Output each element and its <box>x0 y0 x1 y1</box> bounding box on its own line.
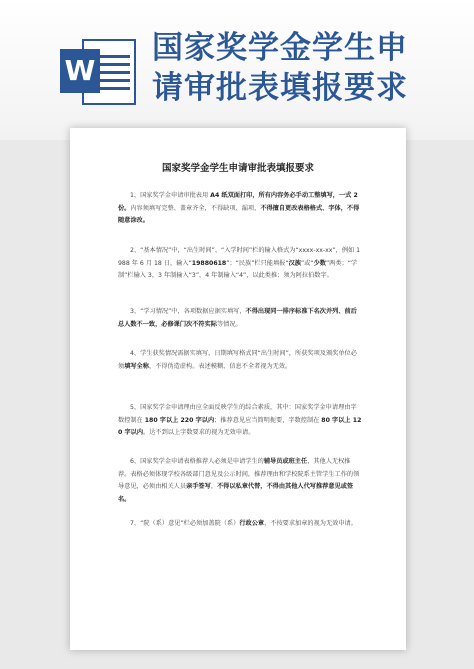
emphasized-text: 少数 <box>313 259 326 267</box>
paragraph-text: 2、“基本情况”中，“出生时间”、“入学时间”栏的输入格式为“xxxx-xx-xx”，例如 1988 年 6 月 18 日，输入“ <box>118 247 361 267</box>
paragraph-text: ，不按要求加章的视为无效申请。 <box>264 520 357 527</box>
document-paragraph <box>118 306 362 331</box>
paragraph-text: ，其他人无权推荐。表格必须体现学校各级部门意见及公示时间，推荐理由和学校院系主管学生工作的领导意见，必须由相关人员 <box>118 458 360 490</box>
paragraph-text: 5、国家奖学金申请理由应全面反映学生的综合素质，其中：国家奖学金申请理由字数控制在 <box>118 404 357 424</box>
document-paragraph <box>118 348 362 373</box>
paragraph-text: ，不得伪造虚构。表述模糊、信息不全者视为无效。 <box>148 362 292 370</box>
banner-title-line-2: 请审批表填报要求 <box>152 70 408 106</box>
paragraph-text: 3、“学习情况”中，各项数据应据实填写， <box>130 308 246 315</box>
emphasized-text: 不得以私章代替，不得由其他人代写推荐意见或签名。 <box>118 483 354 503</box>
paragraph-text: 7、“院（系）意见”栏必须加盖院（系） <box>130 520 240 527</box>
paragraph-text: 。达不到以上字数要求的视为无效申请。 <box>143 429 255 436</box>
paragraph-text: 内容须填写完整、盖章齐全，不得缺项、漏项， <box>130 204 261 212</box>
emphasized-text: 辅导员或班主任 <box>263 458 308 465</box>
document-page <box>70 128 406 650</box>
word-icon <box>60 37 138 107</box>
document-paragraph <box>118 245 362 283</box>
emphasized-text: A4 纸双面打印，所有内容务必手动工整填写，一式 2 份。 <box>118 192 358 212</box>
banner-headline <box>152 28 452 108</box>
emphasized-text: 行政公章 <box>239 520 265 527</box>
emphasized-text: 180 字以上 220 字以内 <box>144 416 215 424</box>
document-paragraph <box>118 402 362 440</box>
banner-title-line-1: 国家奖学金学生申 <box>152 30 408 66</box>
emphasized-text: 19880618 <box>191 259 227 267</box>
paragraph-text: 4、学生获奖情况需据实填写，日期填写格式同“出生时间”，所获奖项及颁奖单位必须 <box>118 350 357 370</box>
emphasized-text: 不得出现同一排序标准下名次并列、前后总人数不一致，必修课门次不符实际 <box>118 308 357 328</box>
word-letter-badge: W <box>60 49 100 93</box>
paragraph-text: 1、国家奖学金申请审批表用 <box>130 192 211 199</box>
emphasized-text: 80 字以上 120 字以内 <box>118 416 362 436</box>
paragraph-text: ”或“ <box>300 259 314 267</box>
paragraph-text: 等情况。 <box>217 320 242 328</box>
emphasized-text: 汉族 <box>288 259 301 267</box>
emphasized-text: 亲手签写 <box>186 483 211 490</box>
paragraph-text: ”；“民族”栏只能填报“ <box>226 259 289 267</box>
paragraph-text: ；推荐意见应当简明扼要，字数控制在 <box>214 416 322 424</box>
document-paragraph <box>118 518 362 531</box>
emphasized-text: 不得擅自更改表格格式、字体，不得随意涂改。 <box>118 204 360 224</box>
paragraph-text: ”两类；“学制”栏输入 3，3 年制输入“3”，4 年制输入“4”，以此类推；须为阿拉伯数字。 <box>118 259 358 279</box>
paragraph-text: ， <box>210 483 217 490</box>
emphasized-text: 填写全称 <box>124 362 149 370</box>
document-paragraph <box>118 456 362 506</box>
paragraph-text: 6、国家奖学金申请表格推荐人必须是申请学生的 <box>130 458 264 465</box>
document-title: 国家奖学金学生申请审批表填报要求 <box>161 163 314 174</box>
document-paragraph <box>118 190 362 228</box>
